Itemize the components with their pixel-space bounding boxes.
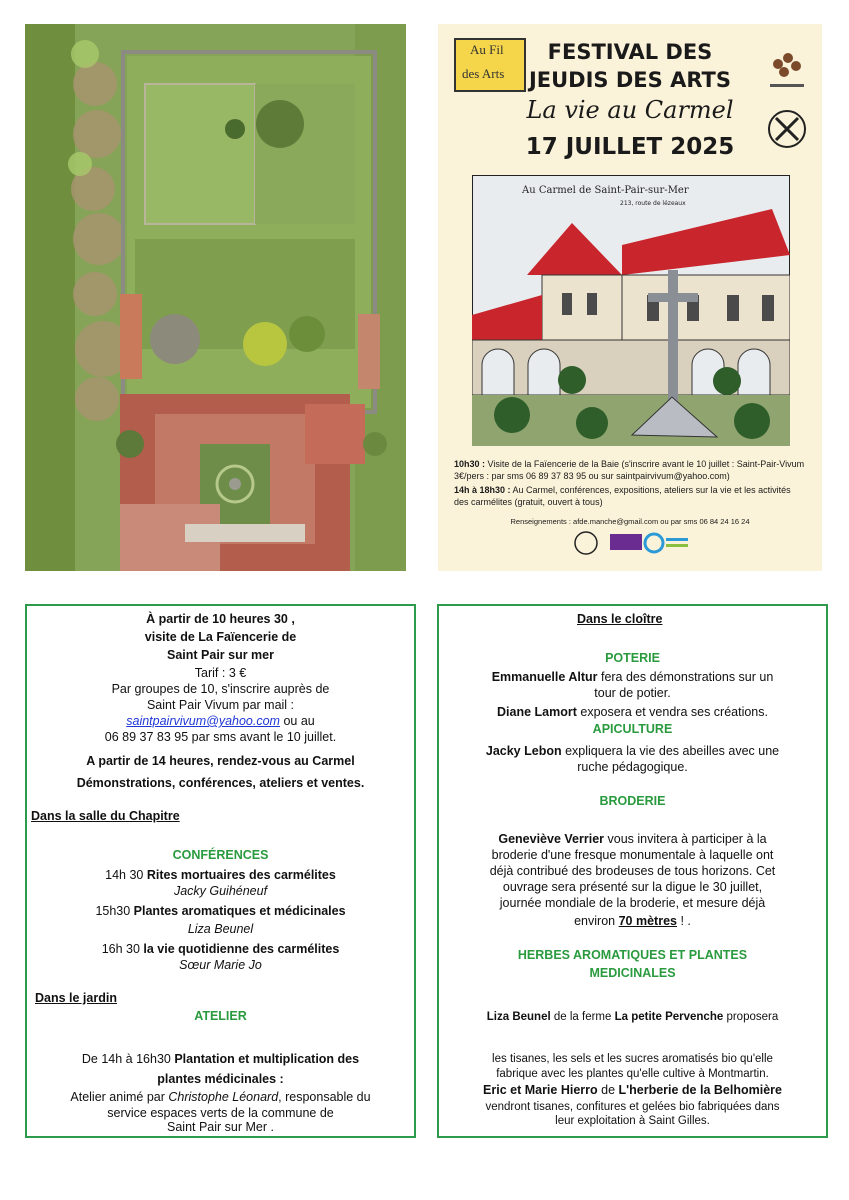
conference-3: 16h 30 la vie quotidienne des carmélites [101, 942, 340, 956]
poster-venue: Au Carmel de Saint-Pair-sur-Mer [522, 185, 689, 196]
poster-address: 213, route de lézeaux [620, 200, 686, 207]
atelier-line-2: plantes médicinales : [157, 1072, 284, 1086]
poterie-line-1: Emmanuelle Altur fera des démonstrations sur un [491, 670, 774, 684]
au-fil-des-arts-logo: Au Fil des Arts [454, 38, 526, 92]
aerial-photo [25, 24, 406, 571]
email-line: saintpairvivum@yahoo.com ou au [126, 714, 315, 728]
conference-2: 15h30 Plantes aromatiques et médicinales [95, 904, 346, 918]
broderie-line-6: environ 70 mètres ! . [574, 914, 691, 928]
atelier-line-1: De 14h à 16h30 Plantation et multiplication des [81, 1052, 360, 1066]
conference-3-author: Sœur Marie Jo [179, 958, 262, 972]
broderie-line-4: ouvrage sera présenté sur la digue le 30 juillet, [502, 880, 763, 894]
sponsor-logos [572, 529, 692, 557]
broderie-line-3: déjà contribué des brodeuses de tous horizons. Cet [489, 864, 776, 878]
herbes-heading-2: MEDICINALES [589, 966, 676, 980]
poterie-line-3: Diane Lamort exposera et vendra ses créations. [497, 705, 768, 719]
phone-line: 06 89 37 83 95 par sms avant le 10 juillet. [104, 730, 337, 744]
atelier-line-3: Atelier animé par Christophe Léonard, responsable du [70, 1090, 371, 1104]
apiculture-line-2: ruche pédagogique. [577, 760, 688, 774]
atelier-line-5: Saint Pair sur Mer . [167, 1120, 274, 1134]
conferences-heading: CONFÉRENCES [172, 848, 269, 862]
herbes-line-4: Eric et Marie Hierro de L'herberie de la Belhomière [483, 1083, 782, 1097]
atelier-line-4: service espaces verts de la commune de [107, 1106, 334, 1120]
jardin-heading: Dans le jardin [35, 991, 117, 1005]
poterie-heading: POTERIE [605, 651, 660, 665]
herbes-line-3: fabrique avec les plantes qu'elle cultive à Montmartin. [496, 1068, 769, 1080]
office-culturel-logo-icon [764, 106, 810, 158]
atelier-heading: ATELIER [194, 1009, 247, 1023]
apiculture-heading: APICULTURE [592, 722, 673, 736]
herbes-heading-1: HERBES AROMATIQUES ET PLANTES [517, 948, 748, 962]
groups-line: Par groupes de 10, s'inscrire auprès de [111, 682, 330, 696]
morning-heading-2: visite de La Faïencerie de [144, 630, 297, 644]
tarif: Tarif : 3 € [194, 666, 247, 680]
afternoon-heading-1: A partir de 14 heures, rendez-vous au Carmel [86, 754, 355, 768]
herbes-line-1: Liza Beunel de la ferme La petite Pervenche proposera [486, 1011, 779, 1023]
morning-heading-1: À partir de 10 heures 30 , [146, 612, 295, 626]
vivum-line: Saint Pair Vivum par mail : [146, 698, 295, 712]
poster-title-1: FESTIVAL DES [547, 40, 713, 64]
broderie-line-5: journée mondiale de la broderie, et mesure déjà [499, 896, 766, 910]
poterie-line-2: tour de potier. [594, 686, 671, 700]
conference-1-author: Jacky Guihéneuf [173, 884, 268, 898]
conference-1: 14h 30 Rites mortuaires des carmélites [105, 868, 336, 882]
herbes-line-6: leur exploitation à Saint Gilles. [555, 1115, 710, 1127]
poster-date: 17 JUILLET 2025 [525, 134, 735, 160]
afternoon-heading-2: Démonstrations, conférences, ateliers et ventes. [76, 776, 365, 790]
branch-logo-icon [764, 46, 810, 92]
poster-title-2: JEUDIS DES ARTS [528, 68, 732, 92]
conference-2-author: Liza Beunel [187, 922, 254, 936]
poster-program-1: 10h30 : Visite de la Faïencerie de la Baie (s'inscrire avant le 10 juillet : Saint-Pair-Vivum 3€/pers : par sms 06 89 37 83 95 ou sur saintpairvivum@yahoo.com) [454, 459, 805, 481]
poster-renseignements: Renseignements : afde.manche@gmail.com ou par sms 06 84 24 16 24 [510, 517, 750, 526]
cloitre-heading: Dans le cloître [577, 612, 663, 626]
poster-subtitle: La vie au Carmel [526, 96, 734, 124]
herbes-line-2: les tisanes, les sels et les sucres aromatisés bio qu'elle [492, 1053, 773, 1065]
broderie-line-1: Geneviève Verrier vous invitera à participer à la [498, 832, 767, 846]
left-program-box [25, 604, 416, 1138]
poster-program-2: 14h à 18h30 : Au Carmel, conférences, expositions, ateliers sur la vie et les activités des carmélites (gratuit, ouvert à tous) [454, 485, 791, 507]
festival-poster [438, 24, 822, 571]
broderie-line-2: broderie d'une fresque monumentale à laquelle ont [491, 848, 774, 862]
carmel-illustration [472, 175, 790, 446]
right-program-box [437, 604, 828, 1138]
broderie-heading: BRODERIE [599, 794, 666, 808]
herbes-line-5: vendront tisanes, confitures et gelées bio fabriquées dans [485, 1101, 780, 1113]
email-link[interactable]: saintpairvivum@yahoo.com [126, 714, 280, 728]
aerial-carmel-image [25, 24, 406, 571]
morning-heading-3: Saint Pair sur mer [167, 648, 274, 662]
apiculture-line-1: Jacky Lebon expliquera la vie des abeilles avec une [485, 744, 780, 758]
salle-chapitre-heading: Dans la salle du Chapitre [31, 809, 180, 823]
